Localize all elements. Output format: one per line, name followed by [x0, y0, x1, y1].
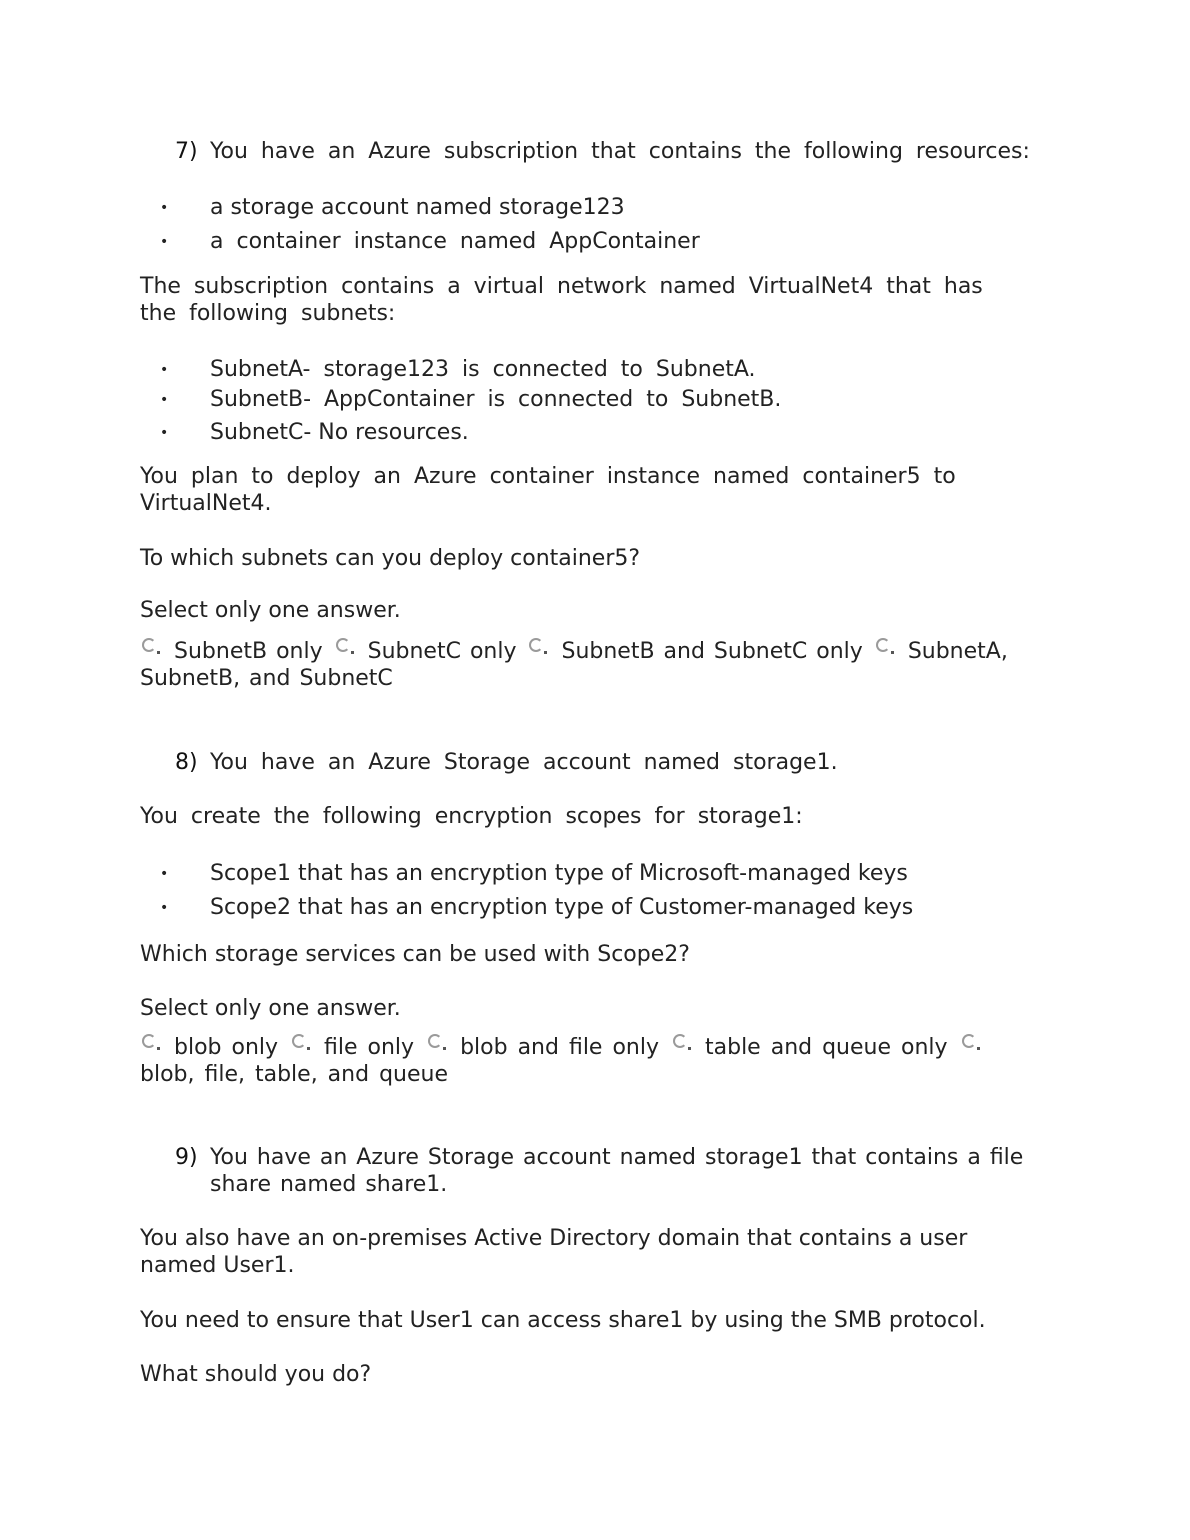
- question-stem: You have an Azure Storage account named storage1.: [210, 750, 838, 775]
- radio-icon[interactable]: [962, 1034, 976, 1048]
- question-7-heading: [175, 138, 1045, 165]
- question-number: 7): [175, 139, 198, 164]
- radio-icon[interactable]: [673, 1034, 687, 1048]
- radio-icon[interactable]: [876, 638, 890, 652]
- option-label[interactable]: table and queue only: [705, 1035, 948, 1060]
- network-paragraph: The subscription contains a virtual network named VirtualNet4 that has the following subnets:: [140, 274, 983, 326]
- list-item: • Scope1 that has an encryption type of Microsoft-managed keys: [140, 859, 1040, 889]
- bullet-icon: •: [160, 200, 169, 216]
- list-item: • a container instance named AppContainer: [140, 227, 1040, 257]
- option-label[interactable]: SubnetC only: [367, 639, 517, 664]
- scope-list: [140, 859, 1040, 923]
- radio-icon[interactable]: [336, 638, 350, 652]
- option-label[interactable]: blob, file, table, and queue: [140, 1062, 448, 1087]
- answer-instruction: Select only one answer.: [140, 598, 401, 623]
- bullet-icon: •: [160, 425, 169, 441]
- question-prompt: To which subnets can you deploy container5?: [140, 546, 641, 571]
- bullet-icon: •: [160, 866, 169, 882]
- radio-icon[interactable]: [292, 1034, 306, 1048]
- radio-icon[interactable]: [142, 1034, 156, 1048]
- radio-icon[interactable]: [428, 1034, 442, 1048]
- list-item: • SubnetA- storage123 is connected to SubnetA.: [140, 355, 1040, 385]
- question-stem: You have an Azure Storage account named storage1 that contains a file share named share1.: [210, 1145, 1024, 1197]
- subnet-list: [140, 355, 1040, 448]
- list-item: • Scope2 that has an encryption type of Customer-managed keys: [140, 893, 1040, 923]
- question-number: 9): [175, 1145, 198, 1170]
- question-9-heading: [175, 1144, 1045, 1198]
- bullet-icon: •: [160, 362, 169, 378]
- option-label[interactable]: SubnetB and SubnetC only: [561, 639, 863, 664]
- option-label[interactable]: SubnetB only: [174, 639, 323, 664]
- option-label[interactable]: blob only: [174, 1035, 279, 1060]
- radio-icon[interactable]: [142, 638, 156, 652]
- bullet-icon: •: [160, 900, 169, 916]
- question-stem: You have an Azure subscription that contains the following resources:: [210, 139, 1030, 164]
- need-paragraph: You need to ensure that User1 can access share1 by using the SMB protocol.: [140, 1308, 986, 1333]
- option-label[interactable]: file only: [324, 1035, 415, 1060]
- plan-paragraph: You plan to deploy an Azure container instance named container5 to VirtualNet4.: [140, 464, 956, 516]
- question-prompt: What should you do?: [140, 1362, 372, 1387]
- question-8-heading: [175, 749, 1045, 776]
- question-number: 8): [175, 750, 198, 775]
- bullet-icon: •: [160, 392, 169, 408]
- resource-list: [140, 193, 1040, 257]
- option-label[interactable]: blob and file only: [460, 1035, 659, 1060]
- option-label[interactable]: SubnetA, SubnetB, and SubnetC: [140, 639, 1008, 691]
- question-prompt: Which storage services can be used with Scope2?: [140, 942, 690, 967]
- answer-instruction: Select only one answer.: [140, 996, 401, 1021]
- list-item: • SubnetC- No resources.: [140, 418, 1040, 448]
- answer-options: [140, 638, 1040, 692]
- context-paragraph: You also have an on-premises Active Directory domain that contains a user named User1.: [140, 1226, 968, 1278]
- bullet-icon: •: [160, 234, 169, 250]
- radio-icon[interactable]: [529, 638, 543, 652]
- scope-intro: You create the following encryption scopes for storage1:: [140, 804, 803, 829]
- list-item: • SubnetB- AppContainer is connected to SubnetB.: [140, 385, 1040, 415]
- list-item: • a storage account named storage123: [140, 193, 1040, 223]
- answer-options: [140, 1034, 1040, 1088]
